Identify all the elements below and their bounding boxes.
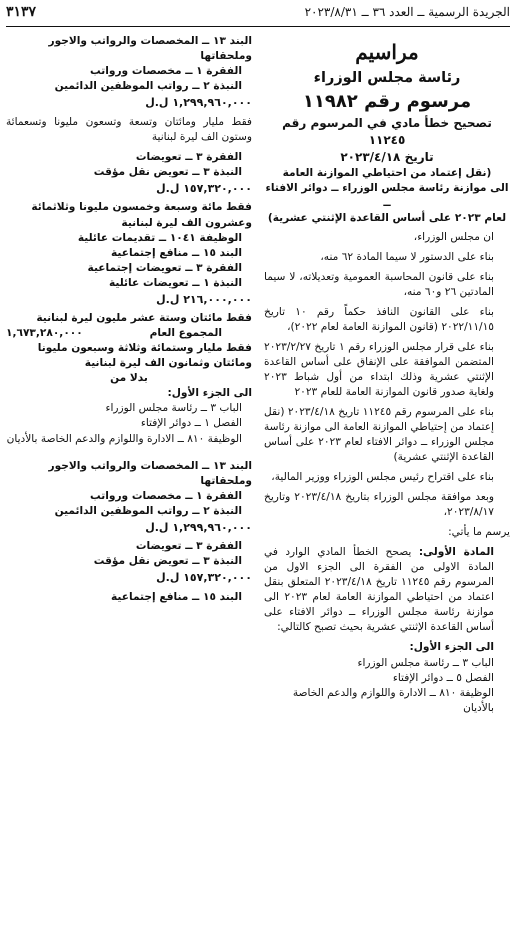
part-heading: الى الجزء الأول: — [409, 641, 494, 654]
paragraph-heading: الفقرة ٣ ــ تعويضات إجتماعية — [87, 261, 242, 274]
amount: ٢١٦,٠٠٠,٠٠٠ ل.ل — [156, 292, 252, 306]
paragraph-heading: الفقرة ٣ ــ تعويضات — [135, 540, 242, 553]
decree-clause: يرسم ما يأتي: — [448, 526, 510, 539]
section-line: الفصل ١ ــ دوائر الإفتاء — [140, 417, 242, 430]
subparagraph-heading: النبذة ٣ ــ تعويض نقل مؤقت — [93, 165, 242, 178]
amount-words: فقط مائتان وستة عشر مليون ليرة لبنانية — [36, 312, 252, 325]
subparagraph-heading: النبذة ١ ــ تعويضات عائلية — [108, 276, 242, 289]
amount: ١,٢٩٩,٩٦٠,٠٠٠ ل.ل — [145, 96, 252, 110]
article-label: المادة الأولى: — [418, 546, 494, 559]
section-title: مراسيم — [355, 40, 419, 64]
grand-total-label: المجموع العام — [149, 327, 222, 340]
article-text: يصحح الخطأ المادي الوارد في المادة الاولى من الفقرة الى الجزء الاول من المرسوم رقم ١١٢٤٥ تاريخ ٢٠٢٣/٤/١٨ المتعلق بنقل اعتماد من احتياطي الموازنة العامة لعام ٢٠٢٣ الى موازنة رئاسة مجلس الوزراء ــ دوائر الافتاء على أساس القاعدة الإثنتي عشرية بحيث تصبح كالتالي: — [264, 546, 494, 634]
paragraph-heading: الفقرة ١ ــ مخصصات ورواتب — [90, 65, 242, 78]
preamble-para: بناء على قانون المحاسبة العمومية وتعديلاته، لا سيما المادتين ٢٦ و٦٠ منه، — [264, 270, 494, 298]
function-line: الوظيفة ٨١٠ ــ الادارة واللوازم والدعم الخاصة بالأديان — [6, 432, 242, 445]
page-number: ٣١٣٧ — [6, 4, 37, 21]
grand-total-amount: ١,٦٧٣,٢٨٠,٠٠٠ — [6, 327, 83, 340]
org-name: رئاسة مجلس الوزراء — [313, 70, 461, 87]
subparagraph-heading: النبذة ٣ ــ تعويض نقل مؤقت — [93, 555, 242, 568]
subparagraph-heading: النبذة ٢ ــ رواتب الموظفين الدائمين — [54, 80, 242, 93]
item-heading: البند ١٥ ــ منافع إجتماعية — [110, 246, 242, 259]
item-heading: البند ١٣ ــ المخصصات والرواتب والاجور وملحقاتها — [48, 35, 252, 63]
amount: ١٥٧,٣٢٠,٠٠٠ ل.ل — [156, 571, 252, 585]
decree-subject-1: تصحيح خطأ مادي في المرسوم رقم ١١٢٤٥ — [282, 115, 492, 147]
decree-subject-2: تاريخ ٢٠٢٣/٤/١٨ — [340, 149, 434, 164]
chapter-line: الباب ٣ ــ رئاسة مجلس الوزراء — [105, 402, 242, 415]
item-heading: البند ١٣ ــ المخصصات والرواتب والاجور وملحقاتها — [48, 459, 252, 487]
grand-total-row — [6, 326, 252, 341]
amount: ١,٢٩٩,٩٦٠,٠٠٠ ل.ل — [145, 520, 252, 534]
function-heading: الوظيفة ١٠٤١ ــ تقديمات عائلية — [77, 231, 242, 244]
preamble-para: وبعد موافقة مجلس الوزراء بتاريخ ٢٠٢٣/٤/١٨ وتاريخ ٢٠٢٣/٨/١٧، — [264, 491, 494, 519]
preamble-intro: ان مجلس الوزراء، — [413, 230, 494, 243]
right-column — [264, 34, 510, 930]
subparagraph-heading: النبذة ٢ ــ رواتب الموظفين الدائمين — [54, 504, 242, 517]
preamble-para: بناء على قرار مجلس الوزراء رقم ١ تاريخ ٢٠٢٣/٢/٢٧ المتضمن الموافقة على الإنفاق على أساس القاعدة الإثنتي عشرية وذلك ابتداء من أول شباط ٢٠٢٣ ولغاية صدور قانون الموازنة العامة للعام ٢٠٢٣ — [264, 340, 494, 399]
page-header — [6, 0, 510, 27]
amount-words: فقط مائة وسبعة وخمسون مليونا وثلاثمائة وعشرون الف ليرة لبنانية — [31, 201, 252, 229]
decree-subject-5: لعام ٢٠٢٣ على أساس القاعدة الإثنتي عشرية) — [267, 211, 507, 224]
header-text: الجريدة الرسمية ــ العدد ٣٦ ــ ٢٠٢٣/٨/٣١ — [304, 5, 510, 20]
article-one — [264, 545, 510, 635]
instead-of: بدلا من — [110, 372, 148, 385]
preamble-para: بناء على الدستور لا سيما المادة ٦٢ منه، — [320, 250, 494, 263]
amount-words: فقط مليار ومائتان وتسعة وتسعون مليونا وتسعمائة وستون الف ليرة لبنانية — [6, 115, 252, 143]
chapter-line: الباب ٣ ــ رئاسة مجلس الوزراء — [357, 656, 494, 669]
amount: ١٥٧,٣٢٠,٠٠٠ ل.ل — [156, 181, 252, 195]
part-heading: الى الجزء الأول: — [167, 387, 252, 400]
preamble-para: بناء على المرسوم رقم ١١٢٤٥ تاريخ ٢٠٢٣/٤/١٨ (نقل إعتماد من إحتياطي الموازنة العامة الى موازنة رئاسة مجلس الوزراء ــ دوائر الافتاء لعام ٢٠٢٣ على أساس القاعدة الإثنتي عشرية) — [264, 406, 495, 464]
paragraph-heading: الفقرة ٣ ــ تعويضات — [135, 150, 242, 163]
decree-number: مرسوم رقم ١١٩٨٢ — [302, 90, 472, 112]
decree-subject-4: الى موازنة رئاسة مجلس الوزراء ــ دوائر الافتاء ــ — [265, 181, 509, 209]
decree-subject-3: (نقل إعتماد من احتياطي الموازنة العامة — [282, 166, 492, 179]
section-line: الفصل ٥ ــ دوائر الإفتاء — [392, 671, 494, 684]
item-heading: البند ١٥ ــ منافع إجتماعية — [110, 590, 242, 603]
paragraph-heading: الفقرة ١ ــ مخصصات ورواتب — [90, 489, 242, 502]
amount-words: فقط مليار وستمائة وثلاثة وسبعون مليونا ومائتان وثمانون الف ليرة لبنانية — [37, 342, 252, 370]
function-line: الوظيفة ٨١٠ ــ الادارة واللوازم والدعم الخاصة بالأديان — [292, 686, 494, 714]
preamble-para: بناء على اقتراح رئيس مجلس الوزراء ووزير المالية، — [271, 471, 494, 484]
preamble-para: بناء على القانون النافذ حكماً رقم ١٠ تاريخ ٢٠٢٢/١١/١٥ (قانون الموازنة العامة لعام ٢٠٢٢)، — [264, 305, 494, 333]
left-column — [6, 34, 252, 930]
